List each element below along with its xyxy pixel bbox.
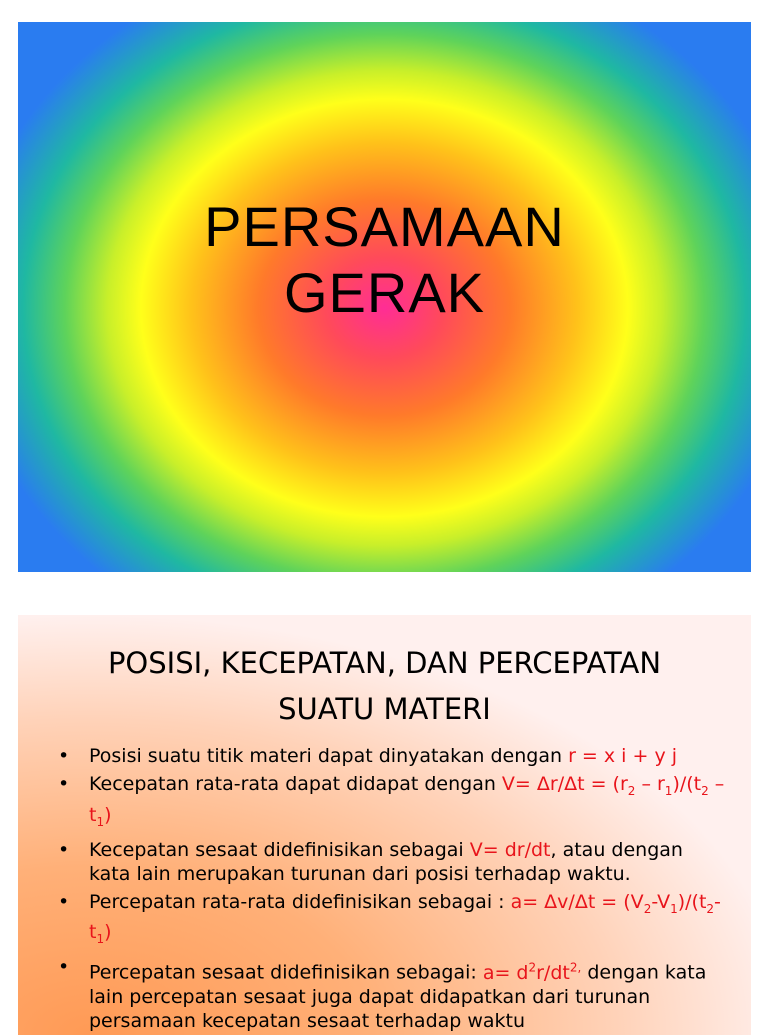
bullet-text: Percepatan sesaat didefinisikan sebagai:: [89, 961, 483, 984]
slide-heading: [18, 640, 751, 732]
average-acceleration-formula: $a= \Delta v/\Delta t = (V_2-V_1)/(t_2-t_1)$: [89, 890, 721, 947]
bullet-text: Kecepatan sesaat didefinisikan sebagai: [89, 838, 470, 861]
bullet-text: Posisi suatu titik materi dapat dinyatakan dengan: [89, 745, 569, 767]
slide-title: [18, 194, 751, 326]
bullet-item-instant-velocity: [58, 838, 728, 886]
title-slide: [18, 22, 751, 572]
bullet-item-instant-acceleration: [58, 955, 728, 1032]
bullet-text: Kecepatan rata-rata dapat didapat dengan: [89, 773, 502, 795]
bullet-glyph: •: [58, 956, 70, 979]
bullet-glyph: •: [58, 745, 70, 767]
bullet-item-average-velocity: [58, 772, 728, 834]
title-line-1: PERSAMAAN: [204, 195, 565, 258]
bullet-text-rest: , atau dengan kata lain merupakan turunan dari posisi terhadap waktu.: [89, 838, 683, 885]
bullet-item-position: [58, 744, 728, 768]
title-line-2: GERAK: [283, 261, 486, 324]
bullet-glyph: •: [58, 838, 70, 861]
bullet-glyph: •: [58, 773, 70, 795]
instant-velocity-formula: V= dr/dt: [469, 838, 551, 861]
content-slide: [18, 615, 751, 1035]
bullet-item-average-acceleration: [58, 890, 728, 952]
heading-line-1: POSISI, KECEPATAN, DAN PERCEPATAN: [107, 646, 662, 680]
bullet-glyph: •: [58, 890, 70, 913]
position-formula: r = x i + y j: [568, 745, 678, 767]
bullet-text: Percepatan rata-rata didefinisikan sebagai :: [89, 890, 511, 913]
bullet-list: [58, 744, 728, 1035]
heading-line-2: SUATU MATERI: [278, 692, 491, 726]
instant-acceleration-formula: $a= d^2r/dt^{2,}$: [482, 960, 582, 984]
bullet-text-rest: dengan kata lain percepatan sesaat juga dapat didapatkan dari turunan persamaan kecepatan sesaat terhadap waktu: [89, 961, 707, 1032]
average-velocity-formula: $V= \Delta r/\Delta t = (r_2 - r_1)/(t_2 - t_1)$: [89, 773, 725, 829]
